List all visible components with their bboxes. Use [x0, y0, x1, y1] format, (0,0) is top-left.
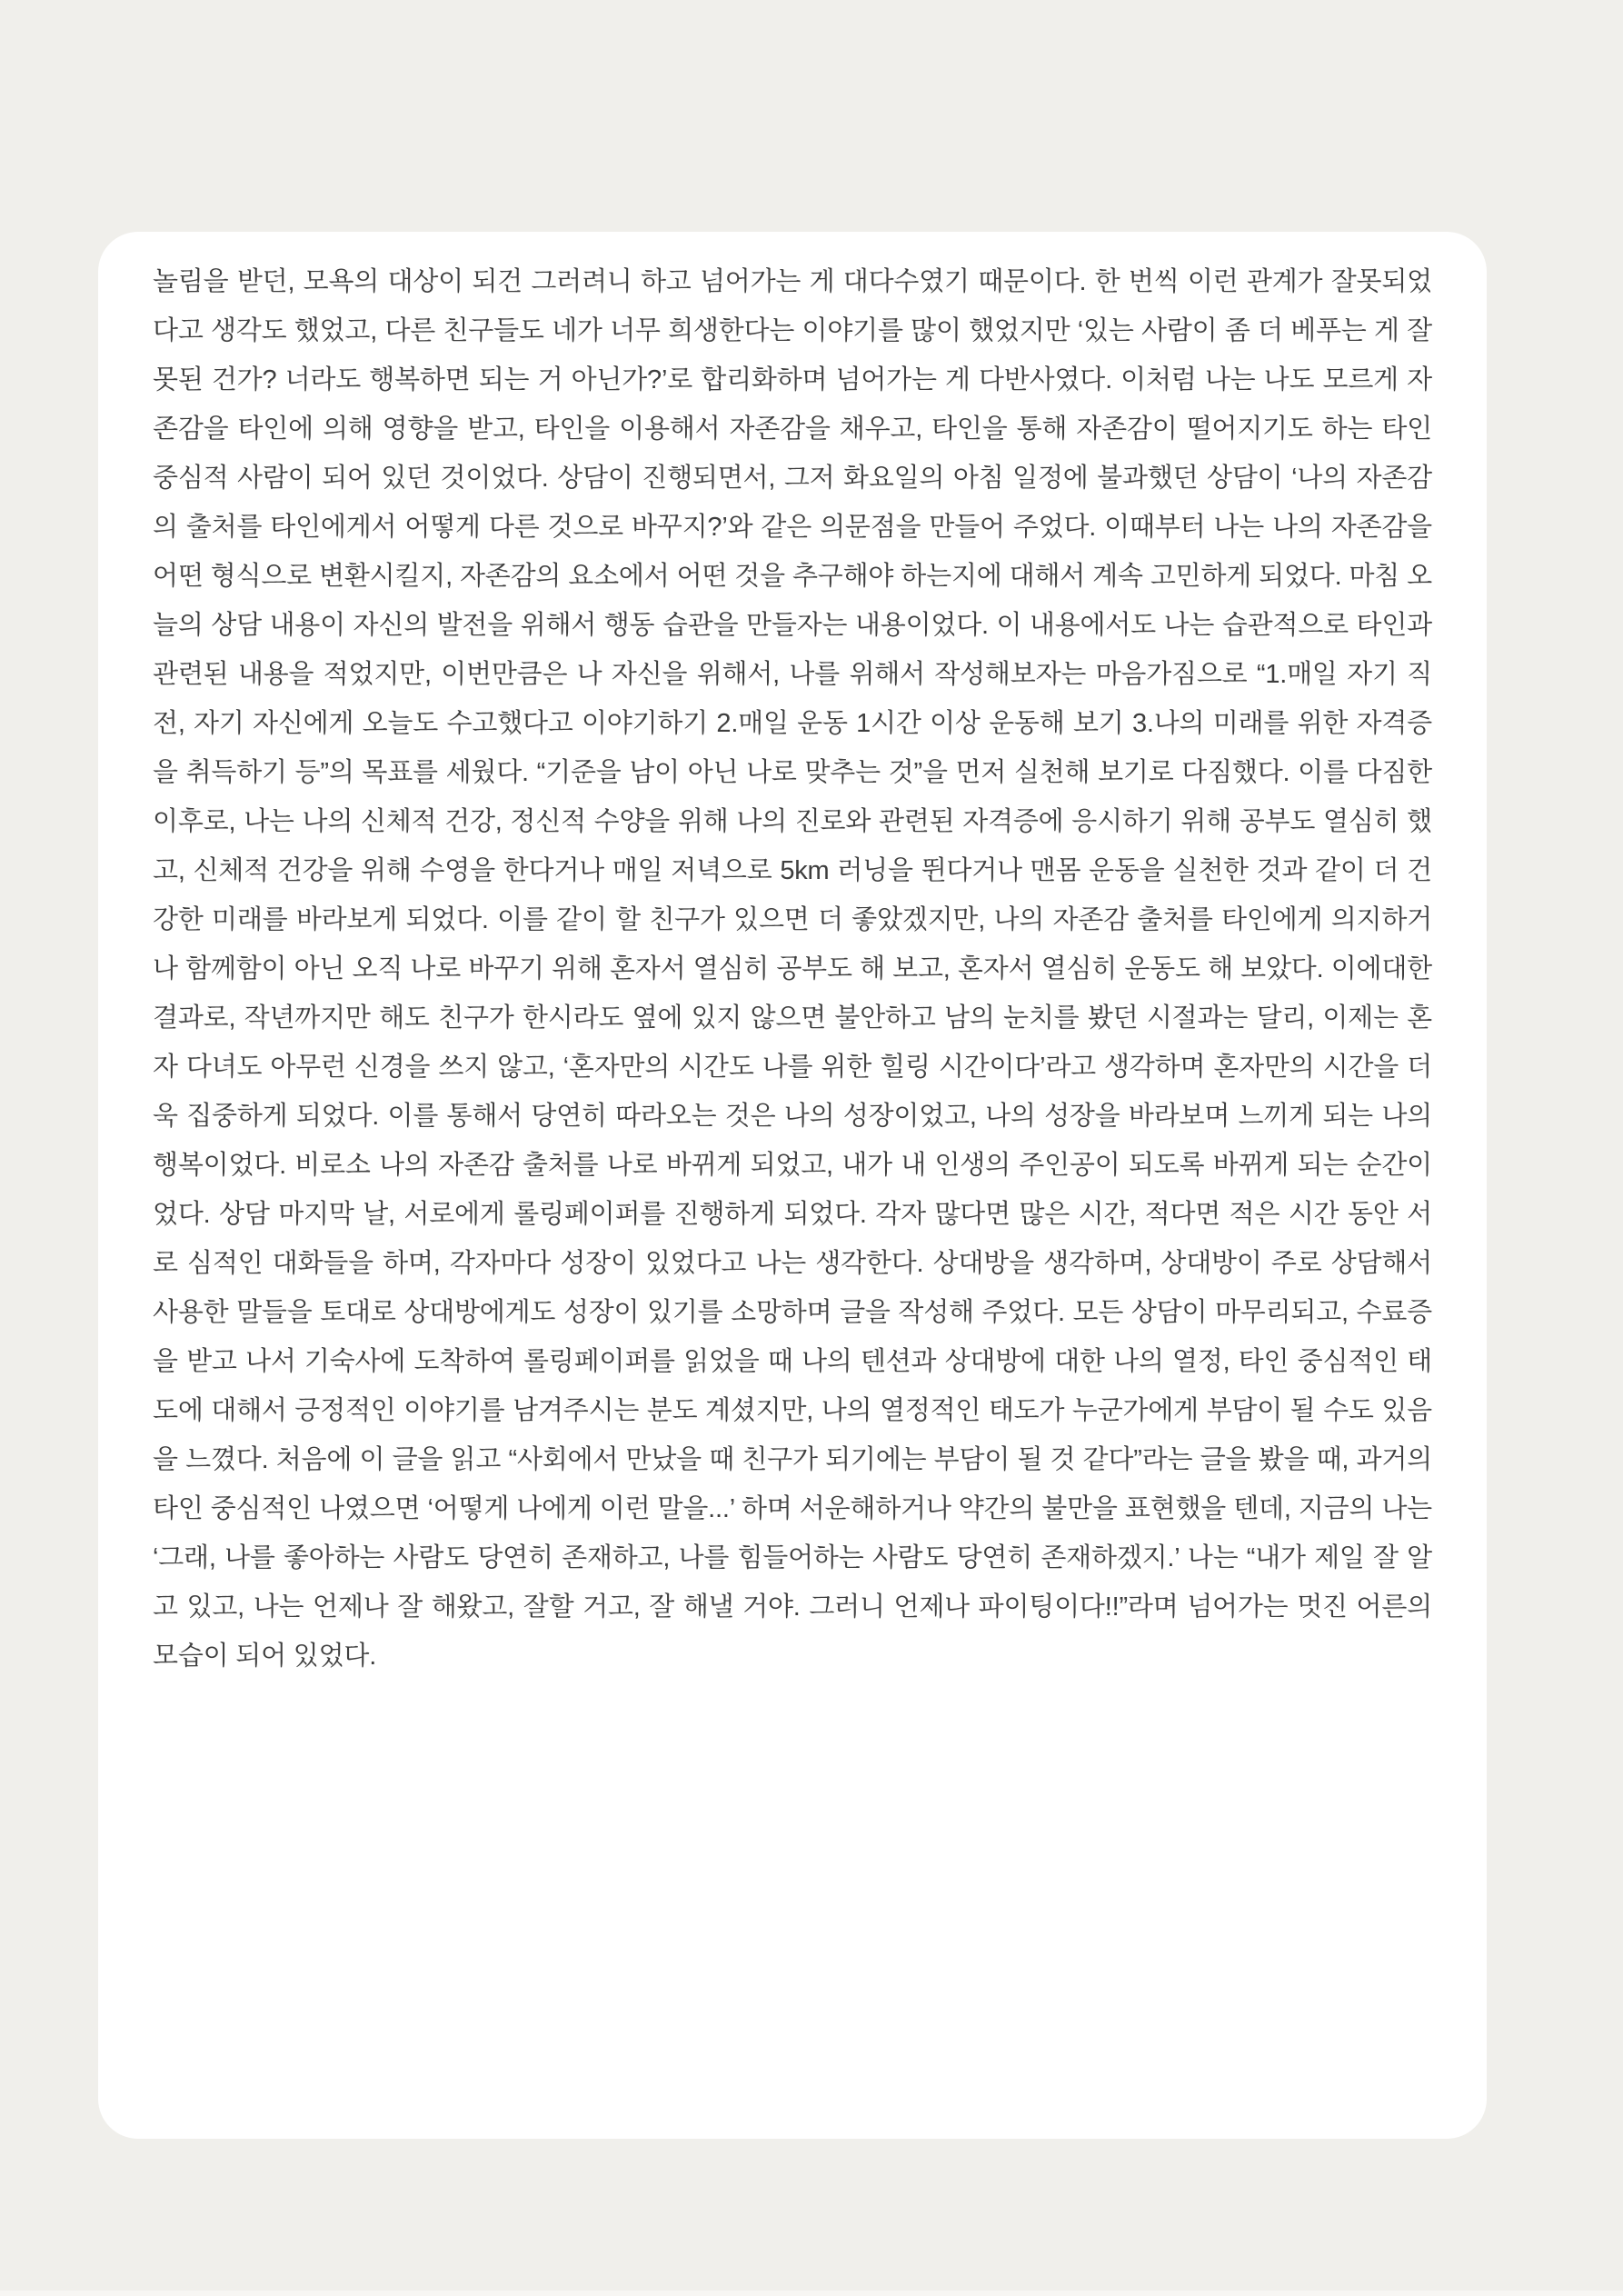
next-card-top-edge [0, 2291, 1623, 2296]
content-card [98, 232, 1487, 2139]
essay-paragraph: 놀림을 받던, 모욕의 대상이 되건 그러려니 하고 넘어가는 게 대다수였기 때문이다. 한 번씩 이런 관계가 잘못되었다고 생각도 했었고, 다른 친구들도 네가 너무 희생한다는 이야기를 많이 했었지만 ‘있는 사람이 좀 더 베푸는 게 잘못된 건가? 너라도 행복하면 되는 거 아닌가?’로 합리화하며 넘어가는 게 다반사였다. 이처럼 나는 나도 모르게 자존감을 타인에 의해 영향을 받고, 타인을 이용해서 자존감을 채우고, 타인을 통해 자존감이 떨어지기도 하는 타인 중심적 사람이 되어 있던 것이었다. 상담이 진행되면서, 그저 화요일의 아침 일정에 불과했던 상담이 ‘나의 자존감의 출처를 타인에게서 어떻게 다른 것으로 바꾸지?’와 같은 의문점을 만들어 주었다. 이때부터 나는 나의 자존감을 어떤 형식으로 변환시킬지, 자존감의 요소에서 어떤 것을 추구해야 하는지에 대해서 계속 고민하게 되었다. 마침 오늘의 상담 내용이 자신의 발전을 위해서 행동 습관을 만들자는 내용이었다. 이 내용에서도 나는 습관적으로 타인과 관련된 내용을 적었지만, 이번만큼은 나 자신을 위해서, 나를 위해서 작성해보자는 마음가짐으로 “1.매일 자기 직전, 자기 자신에게 오늘도 수고했다고 이야기하기 2.매일 운동 1시간 이상 운동해 보기 3.나의 미래를 위한 자격증을 취득하기 등”의 목표를 세웠다. “기준을 남이 아닌 나로 맞추는 것”을 먼저 실천해 보기로 다짐했다. 이를 다짐한 이후로, 나는 나의 신체적 건강, 정신적 수양을 위해 나의 진로와 관련된 자격증에 응시하기 위해 공부도 열심히 했고, 신체적 건강을 위해 수영을 한다거나 매일 저녁으로 5km 러닝을 뛴다거나 맨몸 운동을 실천한 것과 같이 더 건강한 미래를 바라보게 되었다. 이를 같이 할 친구가 있으면 더 좋았겠지만, 나의 자존감 출처를 타인에게 의지하거나 함께함이 아닌 오직 나로 바꾸기 위해 혼자서 열심히 공부도 해 보고, 혼자서 열심히 운동도 해 보았다. 이에대한 결과로, 작년까지만 해도 친구가 한시라도 옆에 있지 않으면 불안하고 남의 눈치를 봤던 시절과는 달리, 이제는 혼자 다녀도 아무런 신경을 쓰지 않고, ‘혼자만의 시간도 나를 위한 힐링 시간이다’라고 생각하며 혼자만의 시간을 더욱 집중하게 되었다. 이를 통해서 당연히 따라오는 것은 나의 성장이었고, 나의 성장을 바라보며 느끼게 되는 나의 행복이었다. 비로소 나의 자존감 출처를 나로 바뀌게 되었고, 내가 내 인생의 주인공이 되도록 바뀌게 되는 순간이었다. 상담 마지막 날, 서로에게 롤링페이퍼를 진행하게 되었다. 각자 많다면 많은 시간, 적다면 적은 시간 동안 서로 심적인 대화들을 하며, 각자마다 성장이 있었다고 나는 생각한다. 상대방을 생각하며, 상대방이 주로 상담해서 사용한 말들을 토대로 상대방에게도 성장이 있기를 소망하며 글을 작성해 주었다. 모든 상담이 마무리되고, 수료증을 받고 나서 기숙사에 도착하여 롤링페이퍼를 읽었을 때 나의 텐션과 상대방에 대한 나의 열정, 타인 중심적인 태도에 대해서 긍정적인 이야기를 남겨주시는 분도 계셨지만, 나의 열정적인 태도가 누군가에게 부담이 될 수도 있음을 느꼈다. 처음에 이 글을 읽고 “사회에서 만났을 때 친구가 되기에는 부담이 될 것 같다”라는 글을 봤을 때, 과거의 타인 중심적인 나였으면 ‘어떻게 나에게 이런 말을...’ 하며 서운해하거나 약간의 불만을 표현했을 텐데, 지금의 나는 ‘그래, 나를 좋아하는 사람도 당연히 존재하고, 나를 힘들어하는 사람도 당연히 존재하겠지.’ 나는 “내가 제일 잘 알고 있고, 나는 언제나 잘 해왔고, 잘할 거고, 잘 해낼 거야. 그러니 언제나 파이팅이다!!”라며 넘어가는 멋진 어른의 모습이 되어 있었다. [153, 267, 1433, 1671]
